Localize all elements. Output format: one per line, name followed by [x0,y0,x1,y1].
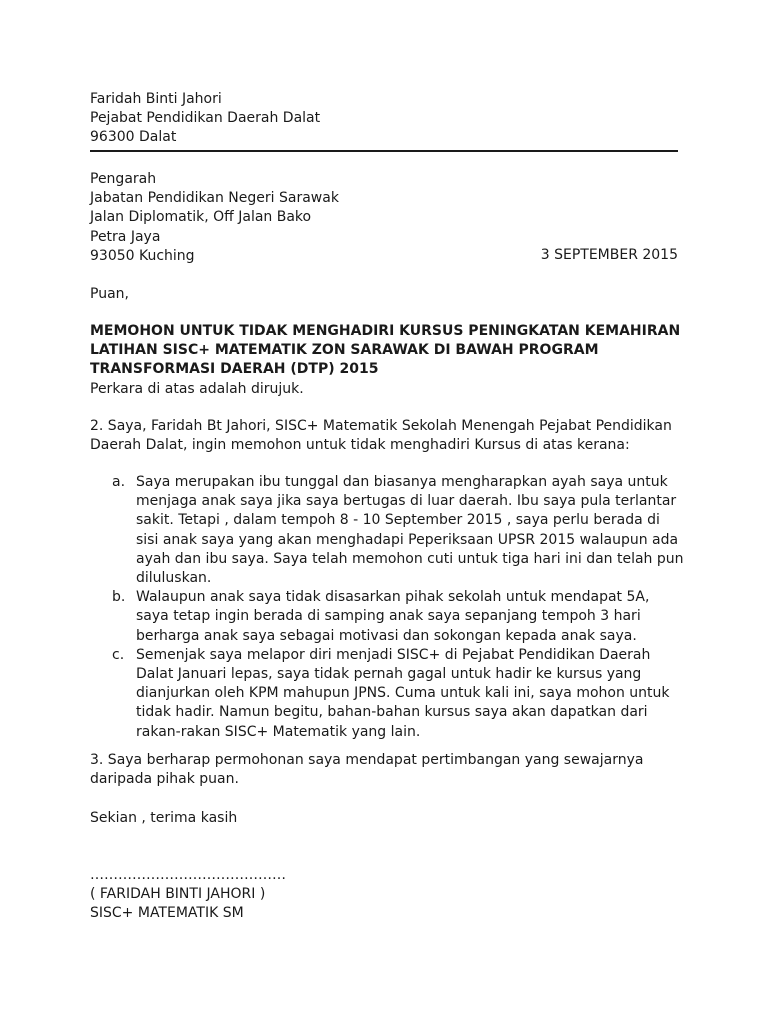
list-item [112,588,682,646]
paragraph-2-line-1: 2. Saya, Faridah Bt Jahori, SISC+ Matematik Sekolah Menengah Pejabat Pendidikan [90,418,672,434]
paragraph-3-line-2: daripada pihak puan. [90,771,239,788]
subject-heading [90,322,681,380]
list-item-line: berharga anak saya sebagai motivasi dan sokongan kepada anak saya. [136,627,637,644]
subject-line-3: TRANSFORMASI DAERAH (DTP) 2015 [90,361,379,378]
list-item-line: Walaupun anak saya tidak disasarkan pihak sekolah untuk mendapat 5A, [136,589,650,606]
recipient-title: Pengarah [90,171,157,187]
signature-position: SISC+ MATEMATIK SM [90,905,244,922]
closing [90,809,678,828]
closing-text: Sekian , terima kasih [90,810,238,826]
sender-address [90,90,678,148]
paragraph-3-line-1: 3. Saya berharap permohonan saya mendapat pertimbangan yang sewajarnya [90,752,644,768]
list-item-line: dianjurkan oleh KPM mahupun JPNS. Cuma untuk kali ini, saya mohon untuk [136,685,670,702]
header-divider [90,150,678,152]
salutation-text: Puan, [90,286,129,302]
subject-line-1: MEMOHON UNTUK TIDAK MENGHADIRI KURSUS PENINGKATAN KEMAHIRAN [90,323,681,339]
list-item-line: saya tetap ingin berada di samping anak saya sepanjang tempoh 3 hari [136,608,641,625]
list-item-line: tidak hadir. Namun begitu, bahan-bahan kursus saya akan dapatkan dari [136,704,648,721]
paragraph-2-line-2: Daerah Dalat, ingin memohon untuk tidak menghadiri Kursus di atas kerana: [90,437,630,454]
list-item-line: sisi anak saya yang akan menghadapi Peperiksaan UPSR 2015 walaupun ada [136,531,679,548]
list-item-line: diluluskan. [136,570,212,587]
paragraph-2 [90,417,678,455]
sender-office: Pejabat Pendidikan Daerah Dalat [90,110,321,127]
list-marker: a. [112,474,126,490]
sender-name: Faridah Binti Jahori [90,91,222,107]
reference-text: Perkara di atas adalah dirujuk. [90,381,304,397]
salutation [90,285,678,304]
signature-name: ( FARIDAH BINTI JAHORI ) [90,886,266,903]
recipient-area: Petra Jaya [90,228,161,245]
recipient-department: Jabatan Pendidikan Negeri Sarawak [90,190,339,207]
paragraph-3 [90,751,678,789]
list-item-line: Dalat Januari lepas, saya tidak pernah gagal untuk hadir ke kursus yang [136,666,642,683]
list-item [112,646,682,742]
signature-dots: …………………………………… [90,867,286,883]
reasons-list [112,473,682,742]
signature-block [90,866,678,924]
sender-postcode-city: 96300 Dalat [90,129,177,146]
subject-line-2: LATIHAN SISC+ MATEMATIK ZON SARAWAK DI BAWAH PROGRAM [90,342,599,359]
letter-date: 3 SEPTEMBER 2015 [540,247,678,263]
list-item-line: Saya merupakan ibu tunggal dan biasanya mengharapkan ayah saya untuk [136,474,668,490]
list-item-line: Semenjak saya melapor diri menjadi SISC+ di Pejabat Pendidikan Daerah [136,646,651,663]
recipient-street: Jalan Diplomatik, Off Jalan Bako [90,209,312,226]
reference-paragraph [90,380,678,399]
list-item-line: menjaga anak saya jika saya bertugas di luar daerah. Ibu saya pula terlantar [136,493,677,510]
list-marker: b. [112,589,126,606]
list-marker: c. [112,646,125,663]
recipient-postcode-city: 93050 Kuching [90,247,195,264]
list-item-line: rakan-rakan SISC+ Matematik yang lain. [136,723,421,740]
list-item-line: ayah dan ibu saya. Saya telah memohon cuti untuk tiga hari ini dan telah pun [136,550,684,567]
list-item [112,473,682,588]
list-item-line: sakit. Tetapi , dalam tempoh 8 - 10 September 2015 , saya perlu berada di [136,512,660,529]
